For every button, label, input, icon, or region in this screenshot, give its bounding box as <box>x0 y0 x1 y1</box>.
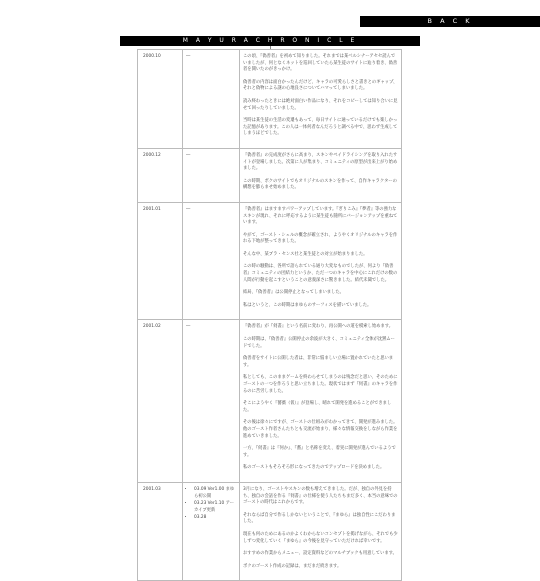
back-button[interactable]: B A C K <box>360 16 540 27</box>
description-cell <box>240 148 402 202</box>
description-cell <box>240 202 402 320</box>
detail-text: ― <box>186 152 191 158</box>
description-paragraph: 3月になり、ゴーストやスキンの数も増えてきました。だが、独自の外見を持ち、独自の会話を作る『伺書』の仕様を使う人たちもまだ多く、本当の意味でのゴーストの時代はこれからです。 <box>243 486 398 506</box>
chronicle-table <box>137 49 402 581</box>
description-paragraph: 『偽善者』の完成度がさらに高まり、スキンやペイドライシングを取り入れたサイトが登場しました。次第に人が集まり、コミュニティの原型が出来上がり始めました。 <box>243 152 398 172</box>
description-paragraph: 現在も何のためにあるのかよくわからないコンセプトを掲げながら、それでも少しずつ変化していく『まゆら』の今後を見守っていただければ幸いです。 <box>243 531 398 544</box>
description-paragraph: この時の騒動は、各所で語られている通り大変なものでしたが、何より『偽善者』コミュニティの団結力というか、ただ一つのキャラを中心にこれだけの数の人間が行動を起こすということの意義深さに驚きました。結代未聞でした。 <box>243 264 398 283</box>
table-row <box>138 50 402 149</box>
description-paragraph: 一方、『伺書』は『何か』、『薔』と名称を変え、着実に開発が進んでいるようです。 <box>243 446 396 458</box>
description-paragraph: 私のゴーストもそろそろ形になってきたのでアップロードを決めました。 <box>243 465 385 471</box>
description-paragraph: 『偽善者』が『伺書』という名前に変わり、再公開への道を模索し始めます。 <box>243 324 394 330</box>
description-paragraph: 偽善者をサイトに公開した者は、非常に悩ましい立場に置かれていたと思います。 <box>243 356 394 368</box>
release-item: • 03.09 Ver1.00 まゆら初公開 <box>194 487 236 500</box>
release-list <box>186 487 236 522</box>
release-item: • 03.28 <box>194 515 236 522</box>
description-paragraph: 私はというと、この時期はまゆらのサーフィスを描いていました。 <box>243 302 372 308</box>
table-row <box>138 320 402 483</box>
description-paragraph: 当時は某生徒の生活の変遷もあって、毎日サイトに通っているだけでも楽しかった記憶があります。この人は一体何者なんだろうと調べる中で、思わず生成してしまうほどでした。 <box>243 118 398 137</box>
description-cell <box>240 482 402 580</box>
detail-cell <box>183 50 240 149</box>
detail-text: ― <box>186 324 191 330</box>
description-cell <box>240 50 402 149</box>
description-paragraph: それならば自分で作るしかないということで、『まゆら』は独自性にこだわりました。 <box>243 512 396 525</box>
date-cell: 2001.03 <box>138 482 183 580</box>
description-paragraph: この頃、『偽善者』を初めて知りました。それまでは某ベルシナーアセセ読んでいましたが、何となくネットを巡回していたら某生徒のサイトに辿り着き、偽善者を開いたのがきっかけ。 <box>243 54 398 73</box>
description-paragraph: やがて、ゴースト・シェルの概念が確立され、ようやくオリジナルのキャラを作れる下地が整ってきました。 <box>243 232 398 245</box>
detail-text: ― <box>186 206 191 212</box>
description-paragraph: 私としても、このままゲームを終わらせてしまうのは残念だと思い、そのためにゴーストの一つを作ろうと思い立ちました。現状ではまず『伺書』のキャラを作るのに苦労しました。 <box>243 375 398 394</box>
chronicle-table-container[interactable] <box>137 49 402 569</box>
detail-cell <box>183 482 240 580</box>
description-paragraph: この時期は、『偽善者』公開停止の余波が大きく、コミュニティ全体が沈黙ムードでした。 <box>243 337 395 349</box>
description-paragraph: 『偽善者』はますますパワーアップしています。『ぎりこみ』『夢者』等の強力なスキンが現れ、それに呼応するように某生徒も随所にバージョンアップを重ねています。 <box>243 206 398 226</box>
description-paragraph: その後は徐々にですが、ゴーストの仕組みがわかってきて、開発が進みました。他のゴースト作者さんたちとも交流が始まり、様々な情報交換をしながら作業を進めていきました。 <box>243 420 398 439</box>
table-row <box>138 148 402 202</box>
description-paragraph: そこにようやく『薔薇（仮）』が登場し、晴れて開発を進めることができました。 <box>243 401 392 413</box>
detail-text: ― <box>186 54 191 59</box>
description-paragraph: そんな中、某ブラ・センス社と某生徒との対立が始まりました。 <box>243 251 368 257</box>
detail-cell <box>183 148 240 202</box>
date-cell: 2000.12 <box>138 148 183 202</box>
description-paragraph: 読み終わったときには絶対面白い作品になり、それをコピーしては知り合いに見せて回ったりしていました。 <box>243 98 398 111</box>
detail-cell <box>183 320 240 483</box>
description-paragraph: ボクのゴースト作成の記録は、まだまだ続きます。 <box>243 563 342 569</box>
description-cell <box>240 320 402 483</box>
table-row <box>138 482 402 580</box>
detail-cell <box>183 202 240 320</box>
description-paragraph: おすすめの作業からメニュー、設定資料などのマルチブックも用意しています。 <box>243 551 397 557</box>
date-cell: 2001.01 <box>138 202 183 320</box>
release-item: • 03.23 Ver1.10 アーカイブ更新 <box>194 501 236 514</box>
page-title-bar: M A Y U R A C H R O N I C L E <box>120 36 420 46</box>
table-row <box>138 202 402 320</box>
date-cell: 2001.02 <box>138 320 183 483</box>
date-cell: 2000.10 <box>138 50 183 149</box>
description-paragraph: 偽善者の内容は面白かったんだけど、キャラの可愛らしさと書きとのギャップ、それと偽物による謎の心地良さについてハマってしまいました。 <box>243 79 398 92</box>
description-paragraph: 結局、『偽善者』は公開停止となってしまいました。 <box>243 290 344 296</box>
description-paragraph: この時期、ボクのサイトでもオリジナルのスキンを作って、自作キャラクターの構想を膨らませ始めました。 <box>243 178 397 191</box>
